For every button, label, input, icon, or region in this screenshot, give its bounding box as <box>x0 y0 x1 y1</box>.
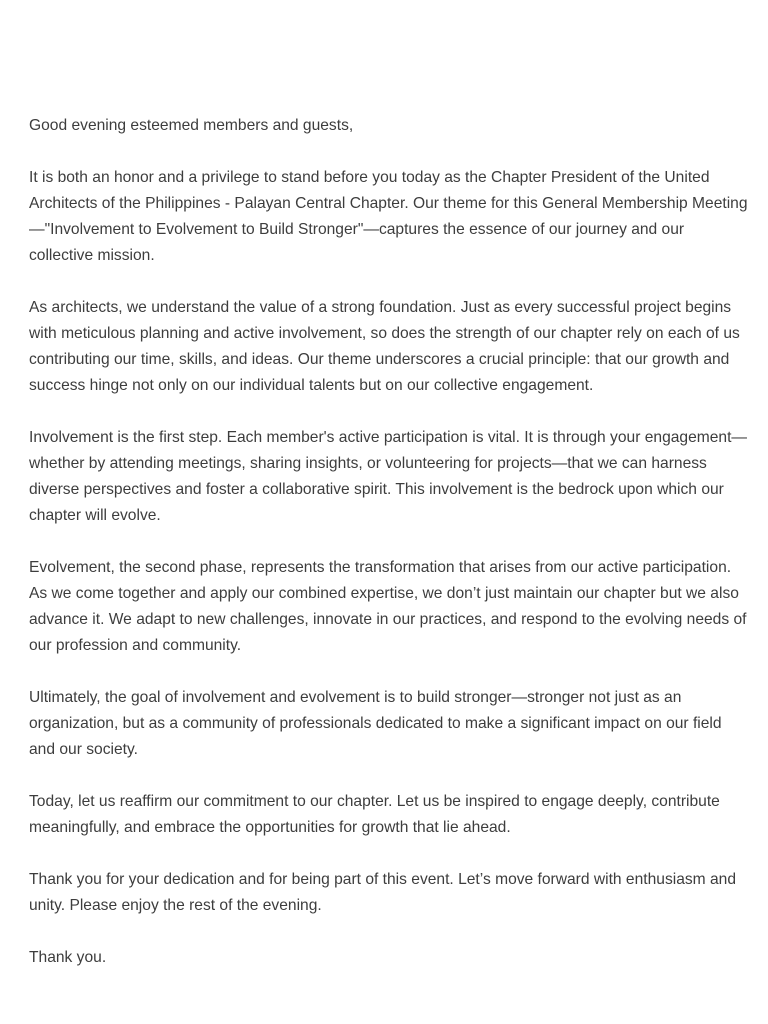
greeting-paragraph: Good evening esteemed members and guests, <box>29 117 354 134</box>
involvement-paragraph: Involvement is the first step. Each member's active participation is vital. It is through your engagement—whether by attending meetings, sharing insights, or volunteering for projects—that we can harness diverse perspectives and foster a collaborative spirit. This involvement is the bedrock upon which our chapter will evolve. <box>29 429 748 524</box>
foundation-paragraph: As architects, we understand the value of a strong foundation. Just as every successful project begins with meticulous planning and active involvement, so does the strength of our chapter rely on each of us contributing our time, skills, and ideas. Our theme underscores a crucial principle: that our growth and success hinge not only on our individual talents but on our collective engagement. <box>29 299 740 394</box>
introduction-paragraph: It is both an honor and a privilege to stand before you today as the Chapter President of the United Architects of the Philippines - Palayan Central Chapter. Our theme for this General Membership Meeting—"Involvement to Evolvement to Build Stronger"—captures the essence of our journey and our collective mission. <box>29 169 748 264</box>
thanks-paragraph: Thank you for your dedication and for being part of this event. Let’s move forward with enthusiasm and unity. Please enjoy the rest of the evening. <box>29 871 737 914</box>
closing-paragraph: Thank you. <box>29 949 107 966</box>
build-stronger-paragraph: Ultimately, the goal of involvement and evolvement is to build stronger—stronger not just as an organization, but as a community of professionals dedicated to make a significant impact on our field and our society. <box>29 689 722 758</box>
evolvement-paragraph: Evolvement, the second phase, represents the transformation that arises from our active participation. As we come together and apply our combined expertise, we don’t just maintain our chapter but we also advance it. We adapt to new challenges, innovate in our practices, and respond to the evolving needs of our profession and community. <box>29 559 747 654</box>
commitment-paragraph: Today, let us reaffirm our commitment to our chapter. Let us be inspired to engage deeply, contribute meaningfully, and embrace the opportunities for growth that lie ahead. <box>29 793 720 836</box>
